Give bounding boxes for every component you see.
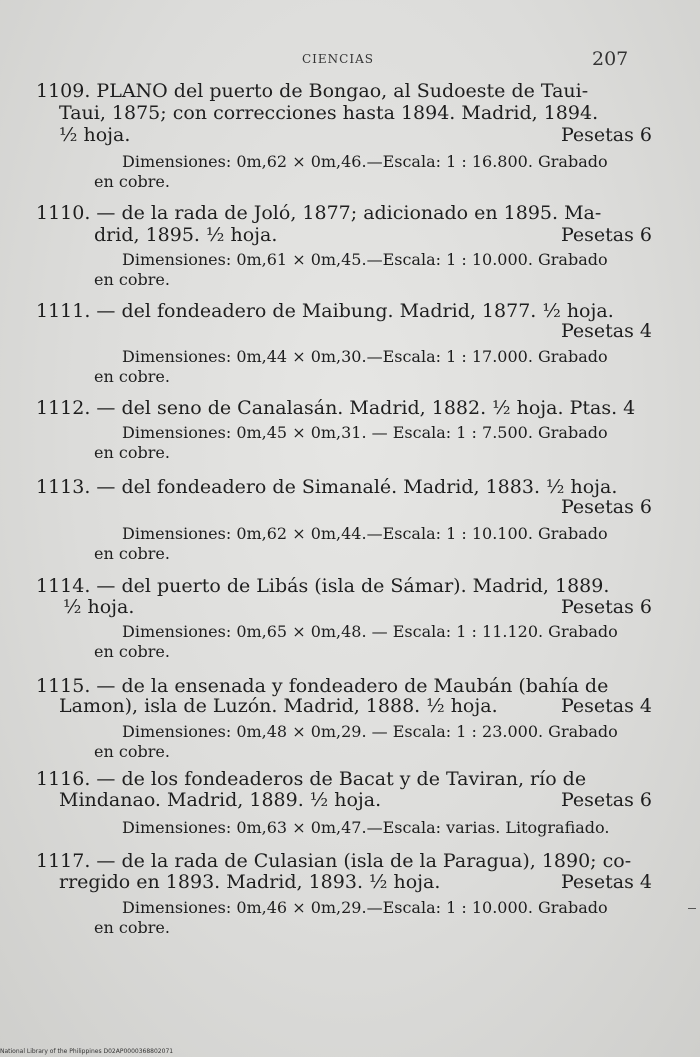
- price: Pesetas 6: [560, 789, 652, 811]
- dimensions: en cobre.: [94, 918, 170, 937]
- entry-line: ½ hoja.: [59, 124, 131, 146]
- entry-line: 1111. — del fondeadero de Maibung. Madrid, 1877. ½ hoja.: [36, 300, 614, 322]
- price: Pesetas 6: [560, 224, 652, 246]
- dimensions: en cobre.: [94, 172, 170, 191]
- price: Pesetas 6: [560, 124, 652, 146]
- dimensions: Dimensiones: 0m,44 × 0m,30.—Escala: 1 : 17.000. Grabado: [122, 347, 608, 366]
- dimensions: en cobre.: [94, 544, 170, 563]
- entry-line: 1116. — de los fondeaderos de Bacat y de Taviran, río de: [36, 768, 587, 790]
- running-title: CIENCIAS: [302, 52, 374, 66]
- dimensions: en cobre.: [94, 642, 170, 661]
- entry-line: 1109. PLANO del puerto de Bongao, al Sudoeste de Taui-: [36, 80, 589, 102]
- dimensions: Dimensiones: 0m,62 × 0m,44.—Escala: 1 : 10.100. Grabado: [122, 524, 608, 543]
- entry-line: 1112. — del seno de Canalasán. Madrid, 1882. ½ hoja. Ptas. 4: [36, 397, 636, 419]
- dimensions: Dimensiones: 0m,61 × 0m,45.—Escala: 1 : 10.000. Grabado: [122, 250, 608, 269]
- dimensions: Dimensiones: 0m,63 × 0m,47.—Escala: varias. Litografiado.: [122, 818, 610, 837]
- entry-line: ½ hoja.: [63, 596, 135, 618]
- price: Pesetas 6: [560, 496, 652, 518]
- entry-line: rregido en 1893. Madrid, 1893. ½ hoja.: [59, 871, 441, 893]
- price: Pesetas 4: [560, 695, 652, 717]
- page-header: [0, 50, 700, 74]
- dimensions: Dimensiones: 0m,46 × 0m,29.—Escala: 1 : 10.000. Grabado: [122, 898, 608, 917]
- dimensions: en cobre.: [94, 742, 170, 761]
- library-footer: National Library of the Philippines D02AP0000368802071: [0, 1048, 174, 1055]
- dimensions: en cobre.: [94, 367, 170, 386]
- dimensions: Dimensiones: 0m,65 × 0m,48. — Escala: 1 : 11.120. Grabado: [122, 622, 618, 641]
- price: Pesetas 4: [560, 320, 652, 342]
- entry-line: Taui, 1875; con correcciones hasta 1894. Madrid, 1894.: [59, 102, 599, 124]
- scan-mark: [688, 908, 696, 909]
- dimensions: Dimensiones: 0m,48 × 0m,29. — Escala: 1 : 23.000. Grabado: [122, 722, 618, 741]
- dimensions: en cobre.: [94, 443, 170, 462]
- entry-line: drid, 1895. ½ hoja.: [94, 224, 278, 246]
- dimensions: Dimensiones: 0m,45 × 0m,31. — Escala: 1 : 7.500. Grabado: [122, 423, 608, 442]
- entry-line: 1114. — del puerto de Libás (isla de Sámar). Madrid, 1889.: [36, 575, 610, 597]
- page-number: 207: [592, 48, 629, 70]
- entry-line: 1110. — de la rada de Joló, 1877; adicionado en 1895. Ma-: [36, 202, 602, 224]
- entry-line: Lamon), isla de Luzón. Madrid, 1888. ½ hoja.: [59, 695, 498, 717]
- price: Pesetas 6: [560, 596, 652, 618]
- entry-line: 1117. — de la rada de Culasian (isla de la Paragua), 1890; co-: [36, 850, 632, 872]
- dimensions: en cobre.: [94, 270, 170, 289]
- price: Pesetas 4: [560, 871, 652, 893]
- entry-line: 1113. — del fondeadero de Simanalé. Madrid, 1883. ½ hoja.: [36, 476, 618, 498]
- entry-line: Mindanao. Madrid, 1889. ½ hoja.: [59, 789, 382, 811]
- entry-line: 1115. — de la ensenada y fondeadero de Maubán (bahía de: [36, 675, 609, 697]
- dimensions: Dimensiones: 0m,62 × 0m,46.—Escala: 1 : 16.800. Grabado: [122, 152, 608, 171]
